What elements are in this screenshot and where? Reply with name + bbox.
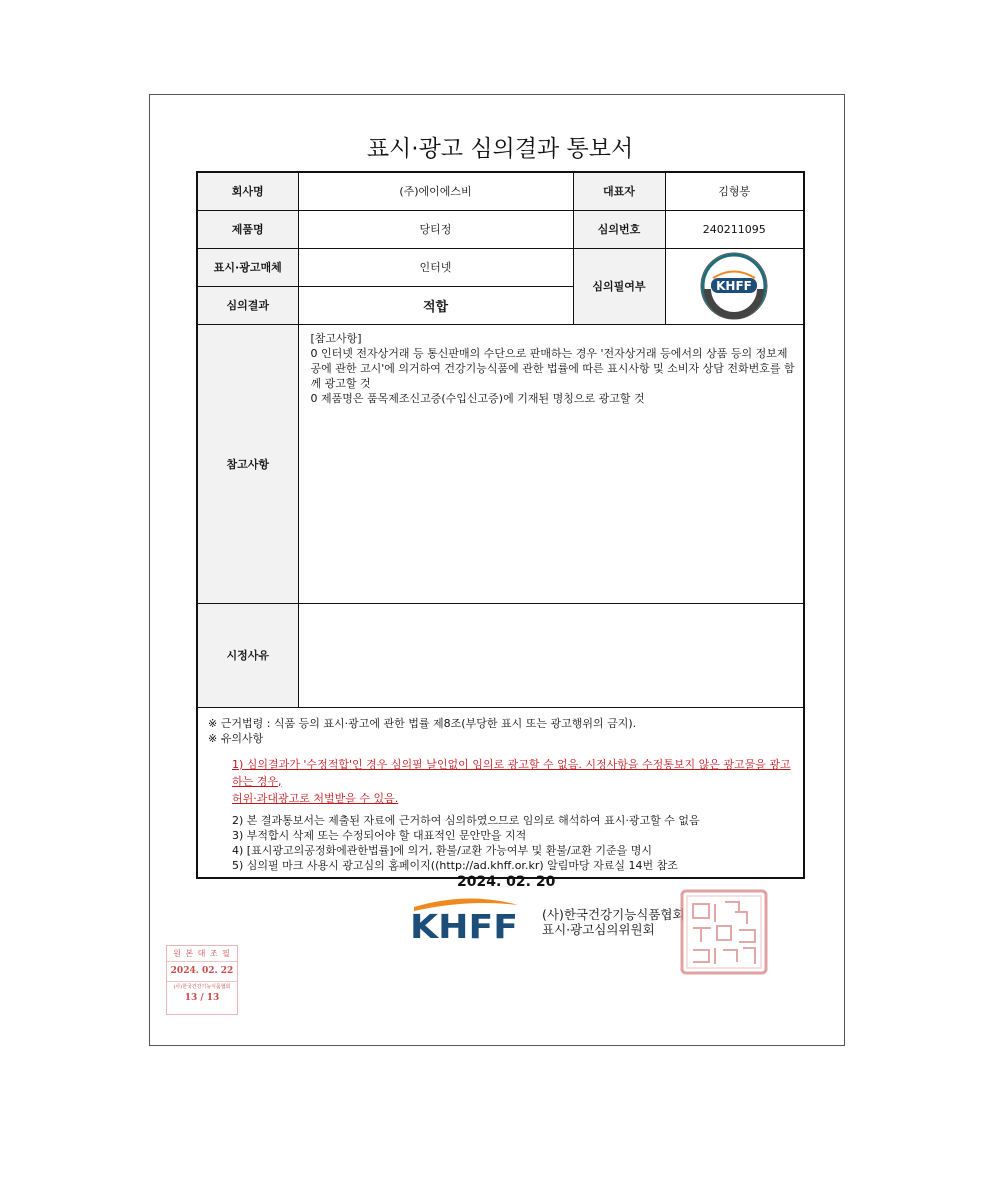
review-form-table [196, 171, 805, 879]
warning-line: 허위·과대광고로 처벌받을 수 있음. [232, 791, 399, 805]
caution-item: 4) [표시광고의공정화에관한법률]에 의거, 환불/교환 가능여부 및 환불/교환 기준을 명시 [232, 843, 653, 857]
company-value: (주)에이에스비 [298, 172, 573, 210]
legal-basis: ※ 근거법령 : 식품 등의 표시·광고에 관한 법률 제8조(부당한 표시 또는 광고행위의 금지). [208, 716, 637, 730]
mark-badge-cell [665, 248, 804, 324]
mark-label: 심의필여부 [573, 248, 665, 324]
issuer-organization [542, 907, 685, 937]
notes-content [298, 324, 804, 603]
caution-item: 2) 본 결과통보서는 제출된 자료에 근거하여 심의하였으므로 임의로 해석하여 표시·광고할 수 없음 [232, 813, 700, 827]
issue-date: 2024. 02. 20 [457, 874, 556, 890]
review-number-label: 심의번호 [573, 210, 665, 248]
correction-label: 시정사유 [197, 603, 298, 707]
review-number-value: 240211095 [665, 210, 804, 248]
representative-value: 김형봉 [665, 172, 804, 210]
company-label: 회사명 [197, 172, 298, 210]
issuer-org-line: 표시·광고심의위원회 [542, 922, 655, 937]
caution-item: 3) 부적합시 삭제 또는 수정되어야 할 대표적인 문안만을 지적 [232, 828, 527, 842]
official-seal-icon [679, 888, 769, 976]
stamp-org: (사)한국건강기능식품협회 [173, 984, 231, 990]
correction-value [298, 603, 804, 707]
stamp-page: 13 / 13 [184, 993, 220, 1003]
notes-line: [참고사항] [310, 331, 362, 345]
svg-text:KHFF: KHFF [410, 907, 518, 941]
caution-title: ※ 유의사항 [208, 731, 264, 745]
product-value: 당티정 [298, 210, 573, 248]
notes-line: 0 제품명은 품목제조신고증(수입신고증)에 기재된 명칭으로 광고할 것 [310, 391, 645, 405]
media-value: 인터넷 [298, 248, 573, 286]
stamp-title: 원 본 대 조 필 [167, 946, 237, 962]
notes-line: 께 광고할 것 [310, 376, 371, 390]
notes-line: 공에 관한 고시'에 의거하여 건강기능식품에 관한 법률에 따른 표시사항 및 소비자 상담 전화번호를 함 [310, 361, 795, 375]
khff-review-mark-icon [699, 251, 769, 321]
khff-logo-icon [408, 893, 520, 941]
product-label: 제품명 [197, 210, 298, 248]
warning-line: 1) 심의결과가 '수정적합'인 경우 심의필 날인없이 임의로 광고할 수 없음. 시정사항을 수정통보지 않은 광고물을 광고하는 경우, [232, 757, 791, 788]
notes-label: 참고사항 [197, 324, 298, 603]
notes-line: 0 인터넷 전자상거래 등 통신판매의 수단으로 판매하는 경우 '전자상거래 등에서의 상품 등의 정보제 [310, 346, 788, 360]
representative-label: 대표자 [573, 172, 665, 210]
caution-item: 5) 심의필 마크 사용시 광고심의 홈페이지((http://ad.khff.or.kr) 알림마당 자료실 14번 참조 [232, 858, 678, 872]
media-label: 표시·광고매체 [197, 248, 298, 286]
footer-notes [197, 707, 804, 878]
document-title: 표시·광고 심의결과 통보서 [366, 136, 634, 162]
result-value: 적합 [298, 286, 573, 324]
issuer-org-line: (사)한국건강기능식품협회 [542, 907, 685, 922]
svg-text:KHFF: KHFF [716, 279, 753, 293]
copy-verification-stamp [166, 945, 238, 1015]
warning-notice [232, 756, 793, 807]
result-label: 심의결과 [197, 286, 298, 324]
stamp-date: 2024. 02. 22 [167, 962, 237, 982]
